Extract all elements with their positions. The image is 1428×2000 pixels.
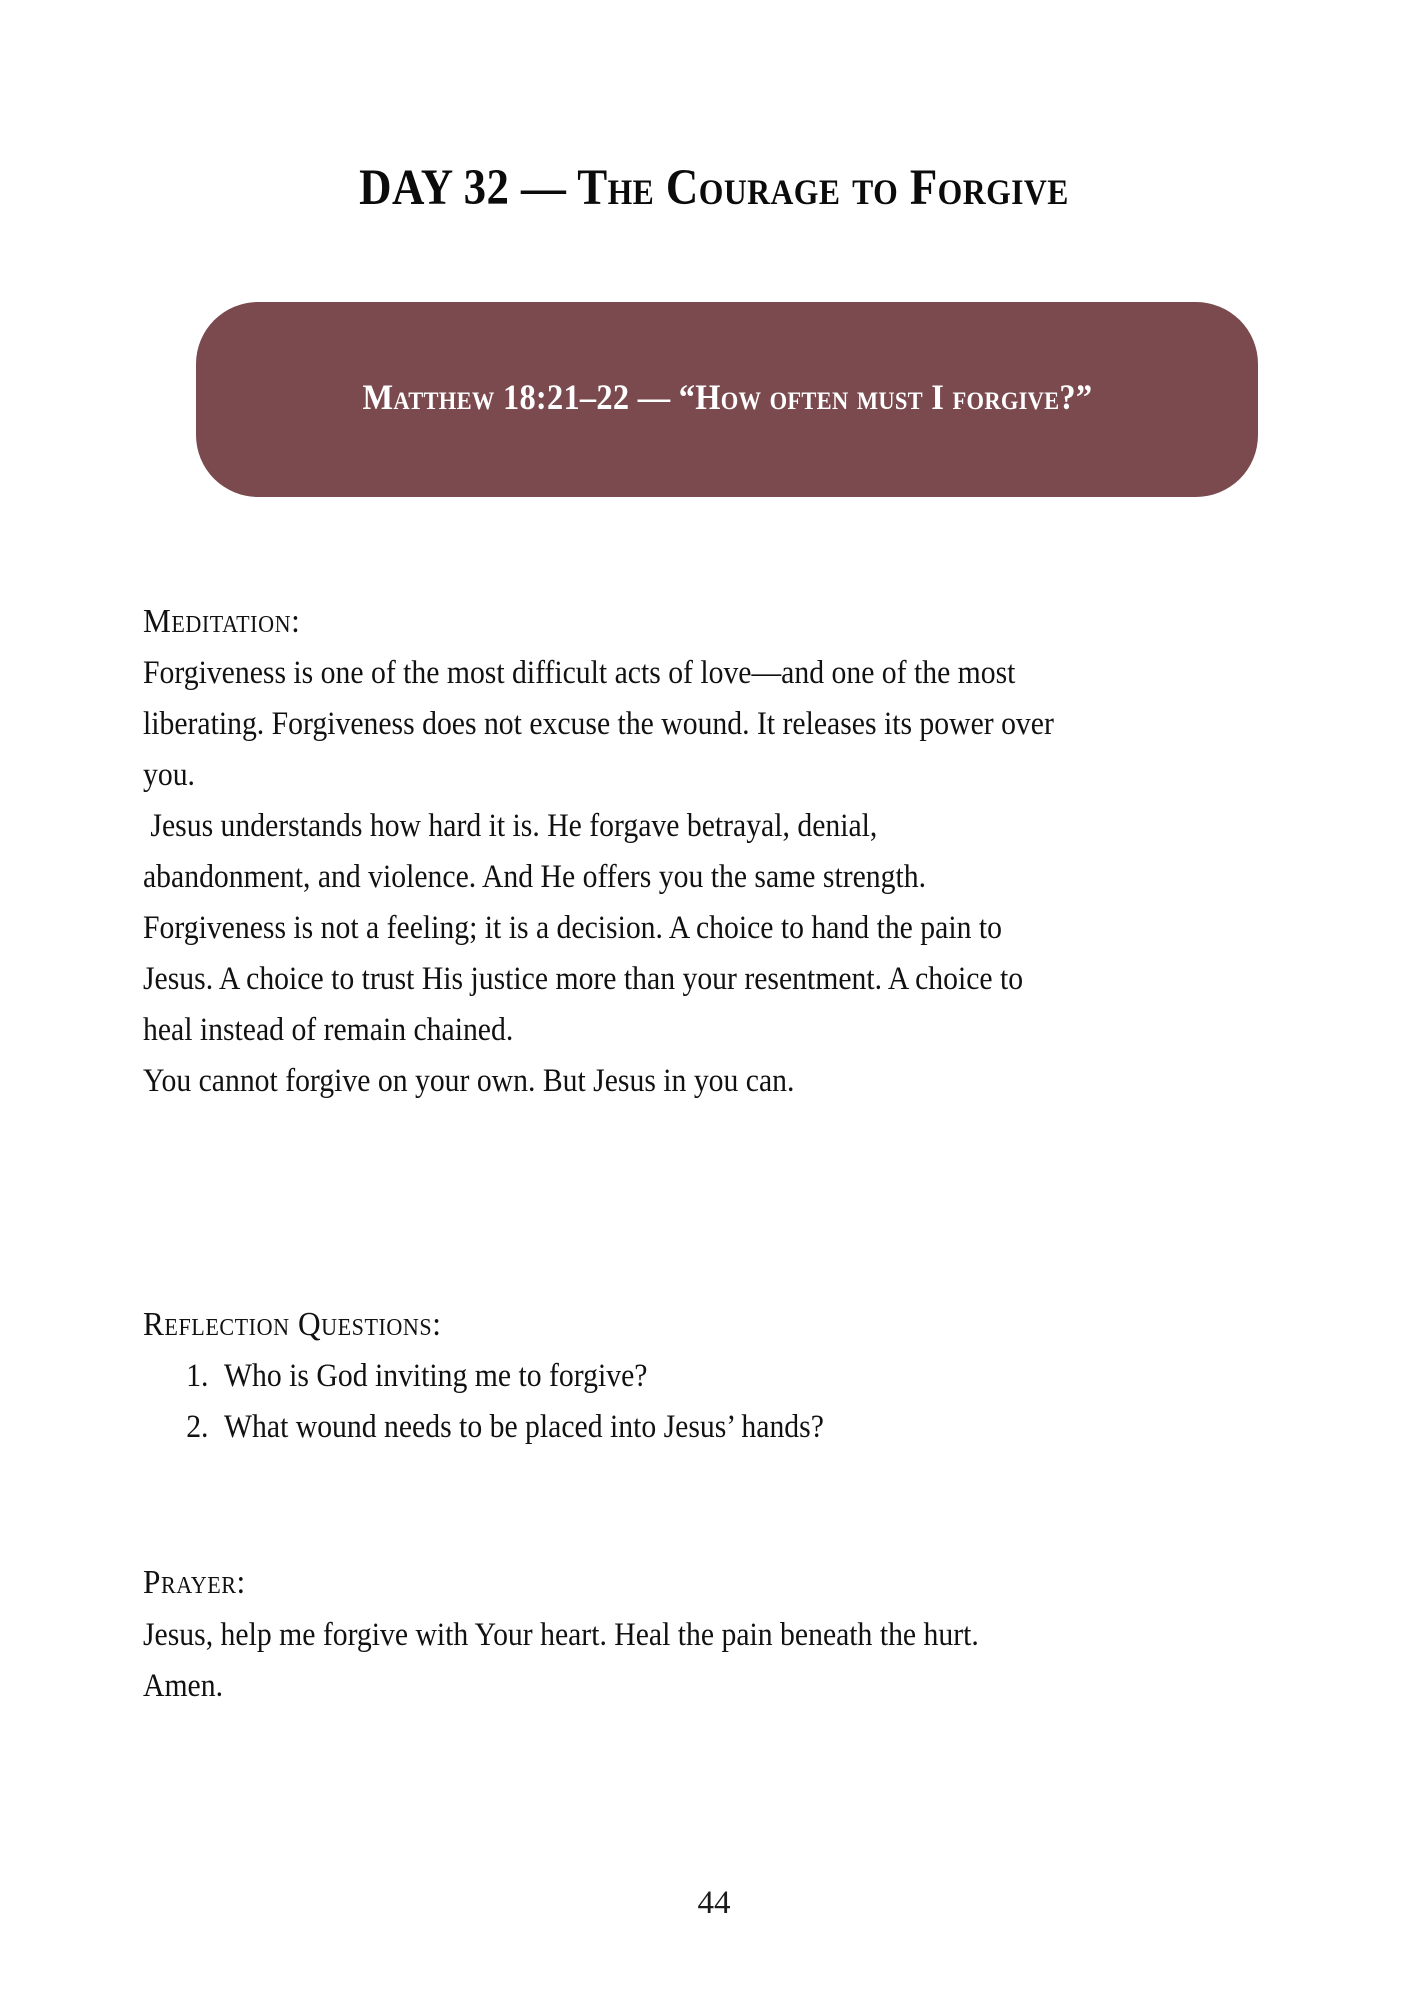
- meditation-section: [143, 600, 1303, 1107]
- reflection-question-item: [143, 1402, 1187, 1453]
- page-number: 44: [697, 1885, 731, 1921]
- meditation-line: You cannot forgive on your own. But Jesus in you can.: [143, 1063, 795, 1100]
- verse-banner-text: Matthew 18:21–22 — “How often must I forgive?”: [362, 376, 1092, 417]
- verse-banner: [196, 302, 1258, 497]
- reflection-question-text: Who is God inviting me to forgive?: [224, 1358, 648, 1395]
- reflection-question-text: What wound needs to be placed into Jesus’ hands?: [224, 1409, 824, 1446]
- prayer-heading: Prayer:: [143, 1564, 246, 1602]
- meditation-line: Jesus. A choice to trust His justice more than your resentment. A choice to: [143, 961, 1024, 998]
- meditation-line: you.: [143, 757, 195, 794]
- meditation-line: Forgiveness is one of the most difficult acts of love—and one of the most: [143, 655, 1016, 692]
- meditation-line: liberating. Forgiveness does not excuse the wound. It releases its power over: [143, 706, 1054, 743]
- meditation-line: abandonment, and violence. And He offers you the same strength.: [143, 859, 926, 896]
- meditation-heading: Meditation:: [143, 603, 301, 640]
- meditation-line: Jesus understands how hard it is. He forgave betrayal, denial,: [143, 808, 878, 845]
- reflection-question-number: 2.: [186, 1409, 209, 1446]
- section-spacer: [143, 1453, 1303, 1561]
- prayer-line: Amen.: [143, 1667, 224, 1704]
- reflection-question-item: [143, 1351, 1187, 1402]
- prayer-line: Jesus, help me forgive with Your heart. Heal the pain beneath the hurt.: [143, 1616, 979, 1653]
- reflection-heading: Reflection Questions:: [143, 1306, 442, 1344]
- section-spacer: [143, 1107, 1303, 1303]
- prayer-section: [143, 1561, 1303, 1711]
- reflection-question-number: 1.: [186, 1358, 209, 1395]
- meditation-line: heal instead of remain chained.: [143, 1012, 514, 1049]
- reflection-section: [143, 1303, 1303, 1453]
- meditation-line: Forgiveness is not a feeling; it is a decision. A choice to hand the pain to: [143, 910, 1002, 947]
- body-column: [143, 600, 1303, 1712]
- page-title: DAY 32 — The Courage to Forgive: [359, 160, 1069, 217]
- reflection-question-list: [143, 1351, 1303, 1453]
